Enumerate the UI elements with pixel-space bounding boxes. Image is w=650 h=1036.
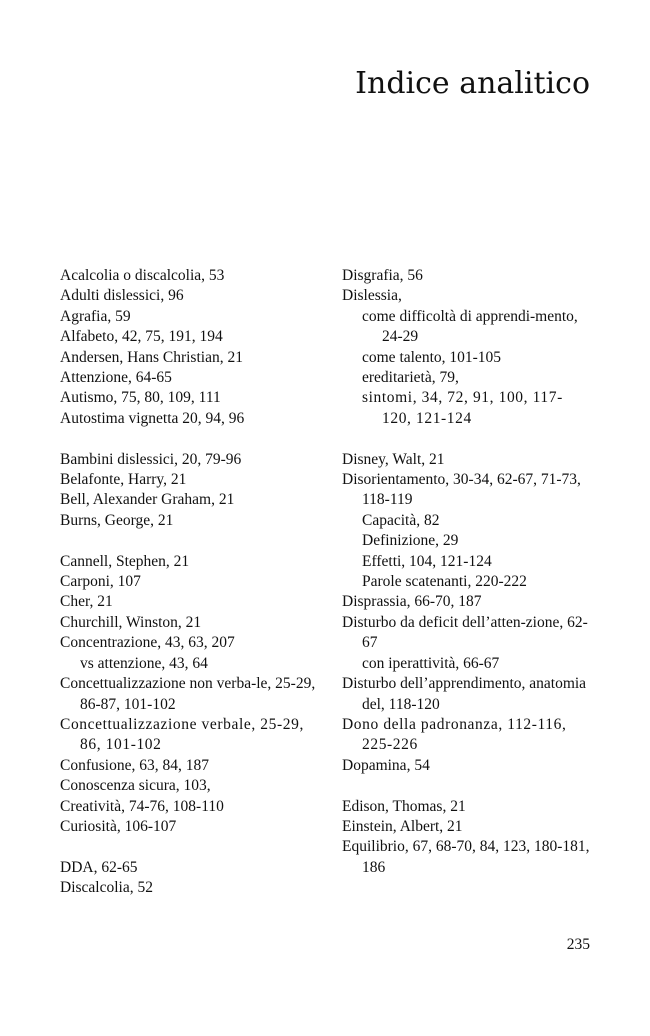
index-entry: Dopamina, 54 [342, 756, 430, 774]
index-entry: Einstein, Albert, 21 [342, 817, 463, 835]
index-entry: Dono della padronanza, 112-116, 225-226 [342, 715, 567, 754]
index-entry: Disturbo da deficit dell’atten-zione, 62-67 [342, 613, 588, 652]
page-number: 235 [566, 936, 590, 953]
index-entry: Disney, Walt, 21 [342, 450, 445, 468]
index-subentry: come difficoltà di apprendi-mento, 24-29 [362, 307, 578, 346]
index-subentry: con iperattività, 66-67 [362, 654, 500, 672]
index-entry: Equilibrio, 67, 68-70, 84, 123, 180-181, 186 [342, 838, 590, 876]
index-subentry: Capacità, 82 [362, 511, 440, 529]
index-entry: Curiosità, 106-107 [60, 817, 177, 835]
index-entry: Autismo, 75, 80, 109, 111 [60, 389, 221, 407]
index-subentry: sintomi, 34, 72, 91, 100, 117-120, 121-124 [362, 389, 563, 427]
index-subentry: Definizione, 29 [362, 532, 459, 550]
index-entry: Concentrazione, 43, 63, 207 [60, 634, 235, 652]
index-entry: Attenzione, 64-65 [60, 369, 172, 387]
index-letter-group [60, 552, 322, 838]
index-entry: Burns, George, 21 [60, 511, 174, 529]
index-entry: DDA, 62-65 [60, 858, 138, 876]
index-letter-group [60, 858, 322, 899]
index-entry: Bell, Alexander Graham, 21 [60, 491, 235, 509]
index-entry: Disgrafia, 56 [342, 267, 423, 284]
index-entry: Concettualizzazione non verba-le, 25-29, 86-87, 101-102 [60, 675, 316, 713]
index-entry: Conoscenza sicura, 103, [60, 777, 211, 795]
index-entry: Disorientamento, 30-34, 62-67, 71-73, 118-119 [342, 471, 581, 509]
index-entry: Concettualizzazione verbale, 25-29, 86, 101-102 [60, 715, 304, 754]
index-entry: Cannell, Stephen, 21 [60, 552, 190, 570]
index-letter-group [342, 450, 592, 777]
index-entry: Edison, Thomas, 21 [342, 797, 466, 815]
index-entry: Discalcolia, 52 [60, 879, 153, 897]
index-entry: Alfabeto, 42, 75, 191, 194 [60, 328, 223, 346]
index-letter-group [60, 450, 322, 532]
index-entry: Agrafia, 59 [60, 307, 131, 325]
index-entry: Adulti dislessici, 96 [60, 287, 184, 305]
index-letter-group [60, 266, 322, 429]
index-entry: Confusione, 63, 84, 187 [60, 756, 209, 774]
index-entry: Autostima vignetta 20, 94, 96 [60, 409, 245, 427]
index-letter-group [342, 266, 592, 429]
index-entry: Bambini dislessici, 20, 79-96 [60, 450, 242, 468]
index-column-left [60, 266, 322, 899]
index-letter-group [342, 797, 592, 879]
index-entry: Acalcolia o discalcolia, 53 [60, 267, 225, 284]
index-entry: Creatività, 74-76, 108-110 [60, 797, 224, 815]
index-column-right [342, 266, 592, 878]
index-entry: Carponi, 107 [60, 573, 141, 591]
index-entry: Andersen, Hans Christian, 21 [60, 348, 243, 366]
index-entry: Dislessia, [342, 287, 402, 305]
index-entry: Disprassia, 66-70, 187 [342, 593, 482, 611]
index-entry: Churchill, Winston, 21 [60, 613, 202, 631]
index-subentry: Parole scatenanti, 220-222 [362, 573, 527, 591]
index-subentry: vs attenzione, 43, 64 [80, 654, 208, 672]
index-entry: Belafonte, Harry, 21 [60, 471, 187, 489]
index-subentry: come talento, 101-105 [362, 348, 502, 366]
page-title: Indice analitico [355, 66, 590, 101]
index-subentry: ereditarietà, 79, [362, 369, 459, 387]
index-entry: Disturbo dell’apprendimento, anatomia del, 118-120 [342, 675, 587, 713]
index-subentry: Effetti, 104, 121-124 [362, 552, 492, 570]
index-entry: Cher, 21 [60, 593, 113, 611]
